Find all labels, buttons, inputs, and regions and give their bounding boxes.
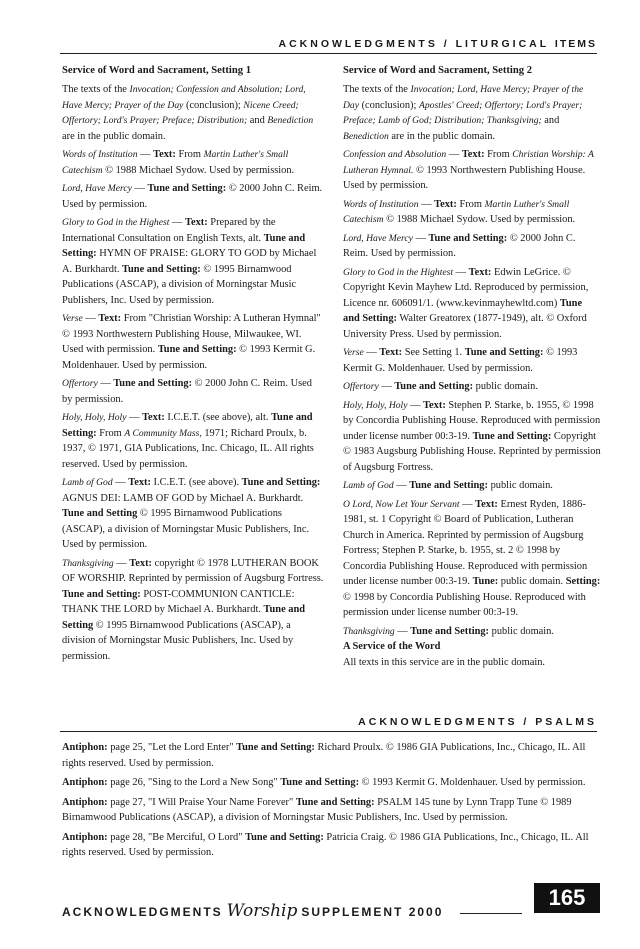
text-run: Edwin LeGrice. © Copyright Kevin Mayhew Ltd. Reproduced by permission, Licence nr. 606091/1. (www.kevinmayhewltd.com): [343, 266, 589, 309]
entry-thanksgiving: [343, 624, 601, 640]
entry-title: O Lord, Now Let Your Servant: [343, 498, 460, 510]
entry-title: Holy, Holy, Holy: [343, 399, 408, 411]
text-run: —: [453, 266, 469, 278]
text-run: page 25, "Let the Lord Enter": [107, 742, 237, 753]
text-run: © 1995 Birnamwood Publications (ASCAP), a division of Morningstar Music Publishers, Inc. Used by permission.: [62, 263, 297, 306]
psalm-entry: [62, 795, 600, 826]
psalm-entry: [62, 740, 600, 771]
text-run: —: [82, 313, 99, 324]
psalm-entry: [62, 830, 600, 861]
text-run: —: [378, 381, 395, 392]
text-run: Antiphon:: [62, 742, 108, 753]
setting-2-title: Service of Word and Sacrament, Setting 2: [343, 65, 533, 76]
right-column: [343, 64, 601, 670]
text-run: Text:: [184, 217, 208, 228]
psalm-entry: [62, 775, 600, 791]
text-run: From: [96, 427, 125, 439]
text-run: page 27, "I Will Praise Your Name Forever": [107, 796, 296, 808]
text-run: Martin Luther's Small Catechism: [343, 198, 570, 225]
text-run: The texts of the: [343, 84, 411, 95]
text-run: Text:: [434, 198, 457, 210]
text-run: —: [113, 557, 130, 569]
text-run: See Setting 1.: [402, 347, 465, 358]
text-run: page 26, "Sing to the Lord a New Song": [107, 777, 281, 788]
text-run: Setting:: [565, 576, 601, 587]
section-header-psalms: [60, 716, 597, 732]
text-run: © 1998 by Concordia Publishing House. Reproduced with permission under license number 00:3-19.: [343, 591, 586, 618]
entry-title: Thanksgiving: [343, 625, 395, 637]
entry-title: Words of Institution: [343, 198, 419, 210]
entry-lord-have-mercy: [343, 231, 601, 262]
entry-offertory: [343, 379, 601, 395]
text-run: © 1988 Michael Sydow. Used by permission.: [383, 214, 576, 225]
entry-o-lord-now-let: [343, 497, 601, 621]
text-run: —: [363, 347, 380, 358]
text-run: Antiphon:: [62, 777, 108, 788]
text-run: —: [97, 378, 114, 389]
text-run: Nicene Creed; Offertory; Lord's Prayer; Preface; Distribution;: [62, 99, 299, 126]
text-run: Christian Worship: A Lutheran Hymnal.: [343, 149, 594, 176]
entry-title: Confession and Absolution: [343, 149, 447, 160]
text-run: are in the public domain.: [388, 130, 496, 142]
text-run: © 2000 John C. Reim. Used by permission.: [62, 183, 323, 210]
text-run: Tune and Setting:: [472, 430, 552, 442]
entry-thanksgiving: [62, 556, 324, 665]
text-run: Text:: [461, 149, 485, 160]
text-run: Tune and Setting:: [157, 344, 237, 355]
text-run: A Community Mass,: [124, 427, 202, 439]
text-run: From: [484, 149, 513, 160]
entry-words-of-institution: [62, 147, 324, 178]
entry-words-of-institution: [343, 197, 601, 228]
text-run: © 2000 John C. Reim. Used by permission.: [62, 378, 312, 405]
text-run: (conclusion);: [183, 99, 244, 111]
text-run: Antiphon:: [62, 796, 108, 808]
text-run: —: [459, 498, 476, 510]
entry-confession-absolution: [343, 147, 601, 194]
psalms-list: [62, 740, 600, 865]
text-run: Martin Luther's Small Catechism: [62, 149, 289, 176]
footer-right-text: SUPPLEMENT 2000: [301, 905, 444, 919]
text-run: —: [112, 477, 129, 488]
text-run: —: [169, 217, 185, 228]
text-run: —: [412, 232, 429, 244]
text-run: Benediction: [343, 130, 389, 142]
text-run: Text:: [468, 266, 492, 278]
text-run: Text:: [142, 412, 165, 423]
text-run: © 1988 Michael Sydow. Used by permission.: [102, 164, 295, 176]
text-run: Tune and Setting:: [147, 183, 227, 194]
text-run: From: [175, 149, 204, 160]
text-run: Prepared by the International Consultation on English Texts, alt.: [62, 217, 276, 244]
text-run: From "Christian Worship: A Lutheran Hymnal" © 1993 Northwestern Publishing House, Milwaukee, WI. Used with permission.: [62, 313, 321, 355]
page-footer: [62, 885, 600, 923]
entry-title: Verse: [62, 313, 83, 324]
entry-offertory: [62, 376, 324, 407]
service-of-word-text: All texts in this service are in the public domain.: [343, 656, 545, 668]
text-run: Tune and Setting:: [280, 777, 360, 788]
entry-title: Lamb of God: [62, 477, 113, 488]
text-run: I.C.E.T. (see above).: [150, 477, 242, 488]
text-run: Text:: [423, 399, 446, 411]
text-run: 1971; Richard Proulx, b. 1937, © 1971, GIA Publications, Inc. Chicago, IL. All rights reserved. Used by permission.: [62, 427, 314, 470]
text-run: public domain.: [498, 576, 566, 587]
entry-verse: [343, 345, 601, 376]
text-run: Tune and Setting: [62, 508, 138, 519]
text-run: (conclusion);: [358, 99, 420, 111]
footer-script-logo: Worship: [226, 901, 298, 921]
entry-glory-to-god: [62, 215, 324, 308]
entry-lamb-of-god: [343, 478, 601, 494]
text-run: © 1993 Kermit G. Moldenhauer. Used by permission.: [62, 344, 316, 371]
text-run: POST-COMMUNION CANTICLE: THANK THE LORD by Michael A. Burkhardt.: [62, 588, 295, 615]
entry-title: Thanksgiving: [62, 557, 114, 569]
text-run: Tune and Setting:: [62, 412, 313, 439]
page-number: 165: [534, 883, 600, 913]
text-run: © 1995 Birnamwood Publications (ASCAP), a division of Morningstar Music Publishers, Inc. Used by permission.: [62, 619, 294, 662]
text-run: Richard Proulx. © 1986 GIA Publications, Inc., Chicago, IL. All rights reserved. Used by permission.: [62, 742, 586, 769]
text-run: and: [247, 115, 268, 126]
text-run: —: [393, 480, 410, 491]
text-run: PSALM 145 tune by Lynn Trapp Tune © 1989 Birnamwood Publications (ASCAP), a division of Morningstar Music Publishers, Inc. Used by permission.: [62, 796, 572, 823]
entry-holy-holy-holy: [343, 398, 601, 476]
text-run: Tune and Setting:: [241, 477, 321, 488]
entry-title: Lord, Have Mercy: [343, 232, 413, 244]
entry-verse: [62, 311, 324, 373]
text-run: Text:: [98, 313, 122, 324]
text-run: are in the public domain.: [62, 130, 166, 142]
text-run: Tune and Setting:: [410, 625, 490, 637]
text-run: —: [126, 412, 143, 423]
text-run: I.C.E.T. (see above), alt.: [164, 412, 272, 423]
header-left-text: ACKNOWLEDGMENTS / LITURGICAL: [278, 38, 549, 50]
text-run: Text:: [475, 498, 498, 510]
text-run: AGNUS DEI: LAMB OF GOD by Michael A. Burkhardt.: [62, 492, 304, 504]
entry-title: Holy, Holy, Holy: [62, 412, 127, 423]
text-run: Stephen P. Starke, b. 1955, © 1998 by Concordia Publishing House. Reproduced with permission under license number 00:3-19.: [343, 399, 601, 442]
entry-title: Lamb of God: [343, 480, 394, 491]
header-right-text: ITEMS: [554, 38, 597, 50]
text-run: Tune:: [472, 576, 499, 587]
text-run: —: [131, 183, 148, 194]
setting-1-intro: [62, 82, 324, 144]
entry-title: Words of Institution: [62, 149, 138, 160]
text-run: Tune and Setting:: [62, 232, 306, 259]
text-run: Tune and Setting:: [428, 232, 508, 244]
text-run: Tune and Setting:: [394, 381, 474, 392]
text-run: Tune and Setting:: [343, 297, 583, 324]
text-run: © 1995 Birnamwood Publications (ASCAP), a division of Morningstar Music Publishers, Inc. Used by permission.: [62, 508, 310, 550]
text-run: Tune and Setting:: [245, 831, 324, 843]
text-run: —: [137, 149, 154, 160]
text-run: Walter Greatorex (1877-1949), alt. © Oxford University Press. Used by permission.: [343, 313, 587, 340]
text-run: Tune and Setting:: [236, 742, 315, 753]
text-run: Tune and Setting:: [464, 347, 544, 358]
text-run: From: [456, 198, 485, 210]
text-run: —: [407, 399, 424, 411]
text-run: Ernest Ryden, 1886-1981, st. 1 Copyright © Board of Publication, Lutheran Church in America. Reprinted by permission of Augsburg Fortress; Stephen P. Starke, b. 1955, st. 2 © 1998 by Concordia Publishing House. Reproduced with permission under license number 00:3-19.: [343, 498, 588, 587]
text-run: public domain.: [489, 625, 554, 637]
text-run: Apostles' Creed; Offertory; Lord's Prayer; Preface; Lamb of God; Distribution; Thanksgiving;: [343, 99, 583, 126]
text-run: Text:: [128, 477, 151, 488]
text-run: © 1993 Northwestern Publishing House. Used by permission.: [343, 164, 586, 191]
footer-rule: [460, 913, 522, 914]
text-run: —: [418, 198, 435, 210]
section-header-liturgical-items: [60, 38, 597, 54]
text-run: Text:: [129, 557, 153, 569]
entry-lord-have-mercy: [62, 181, 324, 212]
text-run: HYMN OF PRAISE: GLORY TO GOD by Michael A. Burkhardt.: [62, 248, 317, 275]
text-run: Antiphon:: [62, 831, 108, 843]
setting-1-title: Service of Word and Sacrament, Setting 1: [62, 65, 252, 76]
text-run: page 28, "Be Merciful, O Lord": [107, 831, 246, 843]
text-run: and: [541, 115, 560, 126]
text-run: copyright © 1978 LUTHERAN BOOK OF WORSHIP. Reprinted by permission of Augsburg Fortress.: [62, 557, 324, 584]
entry-holy-holy-holy: [62, 410, 324, 472]
text-run: Invocation; Lord, Have Mercy; Prayer of the Day: [343, 84, 584, 111]
text-run: The texts of the: [62, 84, 130, 95]
text-run: Copyright © 1983 Augsburg Publishing House. Reprinted by permission of Augsburg Fortress.: [343, 430, 601, 473]
text-run: public domain.: [487, 480, 553, 491]
text-run: public domain.: [473, 381, 538, 392]
entry-title: Offertory: [343, 381, 379, 392]
entry-title: Glory to God in the Highest: [62, 217, 170, 228]
footer-title: [62, 901, 443, 921]
setting-2-intro: [343, 82, 601, 144]
entry-title: Offertory: [62, 378, 98, 389]
header-psalms-text: ACKNOWLEDGMENTS / PSALMS: [358, 716, 597, 728]
text-run: © 1993 Kermit G. Moldenhauer. Used by permission.: [343, 347, 578, 374]
text-run: Tune and Setting:: [122, 263, 201, 275]
text-run: —: [446, 149, 462, 160]
left-column: [62, 64, 324, 667]
text-run: © 1993 Kermit G. Moldenhauer. Used by permission.: [359, 777, 586, 788]
text-run: Tune and Setting: [62, 604, 306, 631]
footer-left-text: ACKNOWLEDGMENTS: [62, 905, 223, 919]
text-run: Benediction: [267, 115, 314, 126]
entry-title: Glory to God in the Hightest: [343, 266, 454, 278]
text-run: —: [394, 625, 411, 637]
text-run: Text:: [153, 149, 176, 160]
entry-title: Lord, Have Mercy: [62, 183, 132, 194]
service-of-word-title: A Service of the Word: [343, 641, 441, 652]
text-run: Tune and Setting:: [62, 588, 141, 600]
text-run: Patricia Craig. © 1986 GIA Publications, Inc., Chicago, IL. All rights reserved. Used by permission.: [62, 831, 589, 858]
text-run: Tune and Setting:: [409, 480, 488, 491]
entry-lamb-of-god: [62, 475, 324, 553]
text-run: Text:: [379, 347, 403, 358]
text-run: Tune and Setting:: [113, 378, 193, 389]
entry-glory-to-god: [343, 265, 601, 343]
text-run: © 2000 John C. Reim. Used by permission.: [343, 232, 576, 259]
entry-title: Verse: [343, 347, 364, 358]
text-run: Invocation; Confession and Absolution; Lord, Have Mercy; Prayer of the Day: [62, 84, 306, 111]
text-run: Tune and Setting:: [295, 796, 375, 808]
